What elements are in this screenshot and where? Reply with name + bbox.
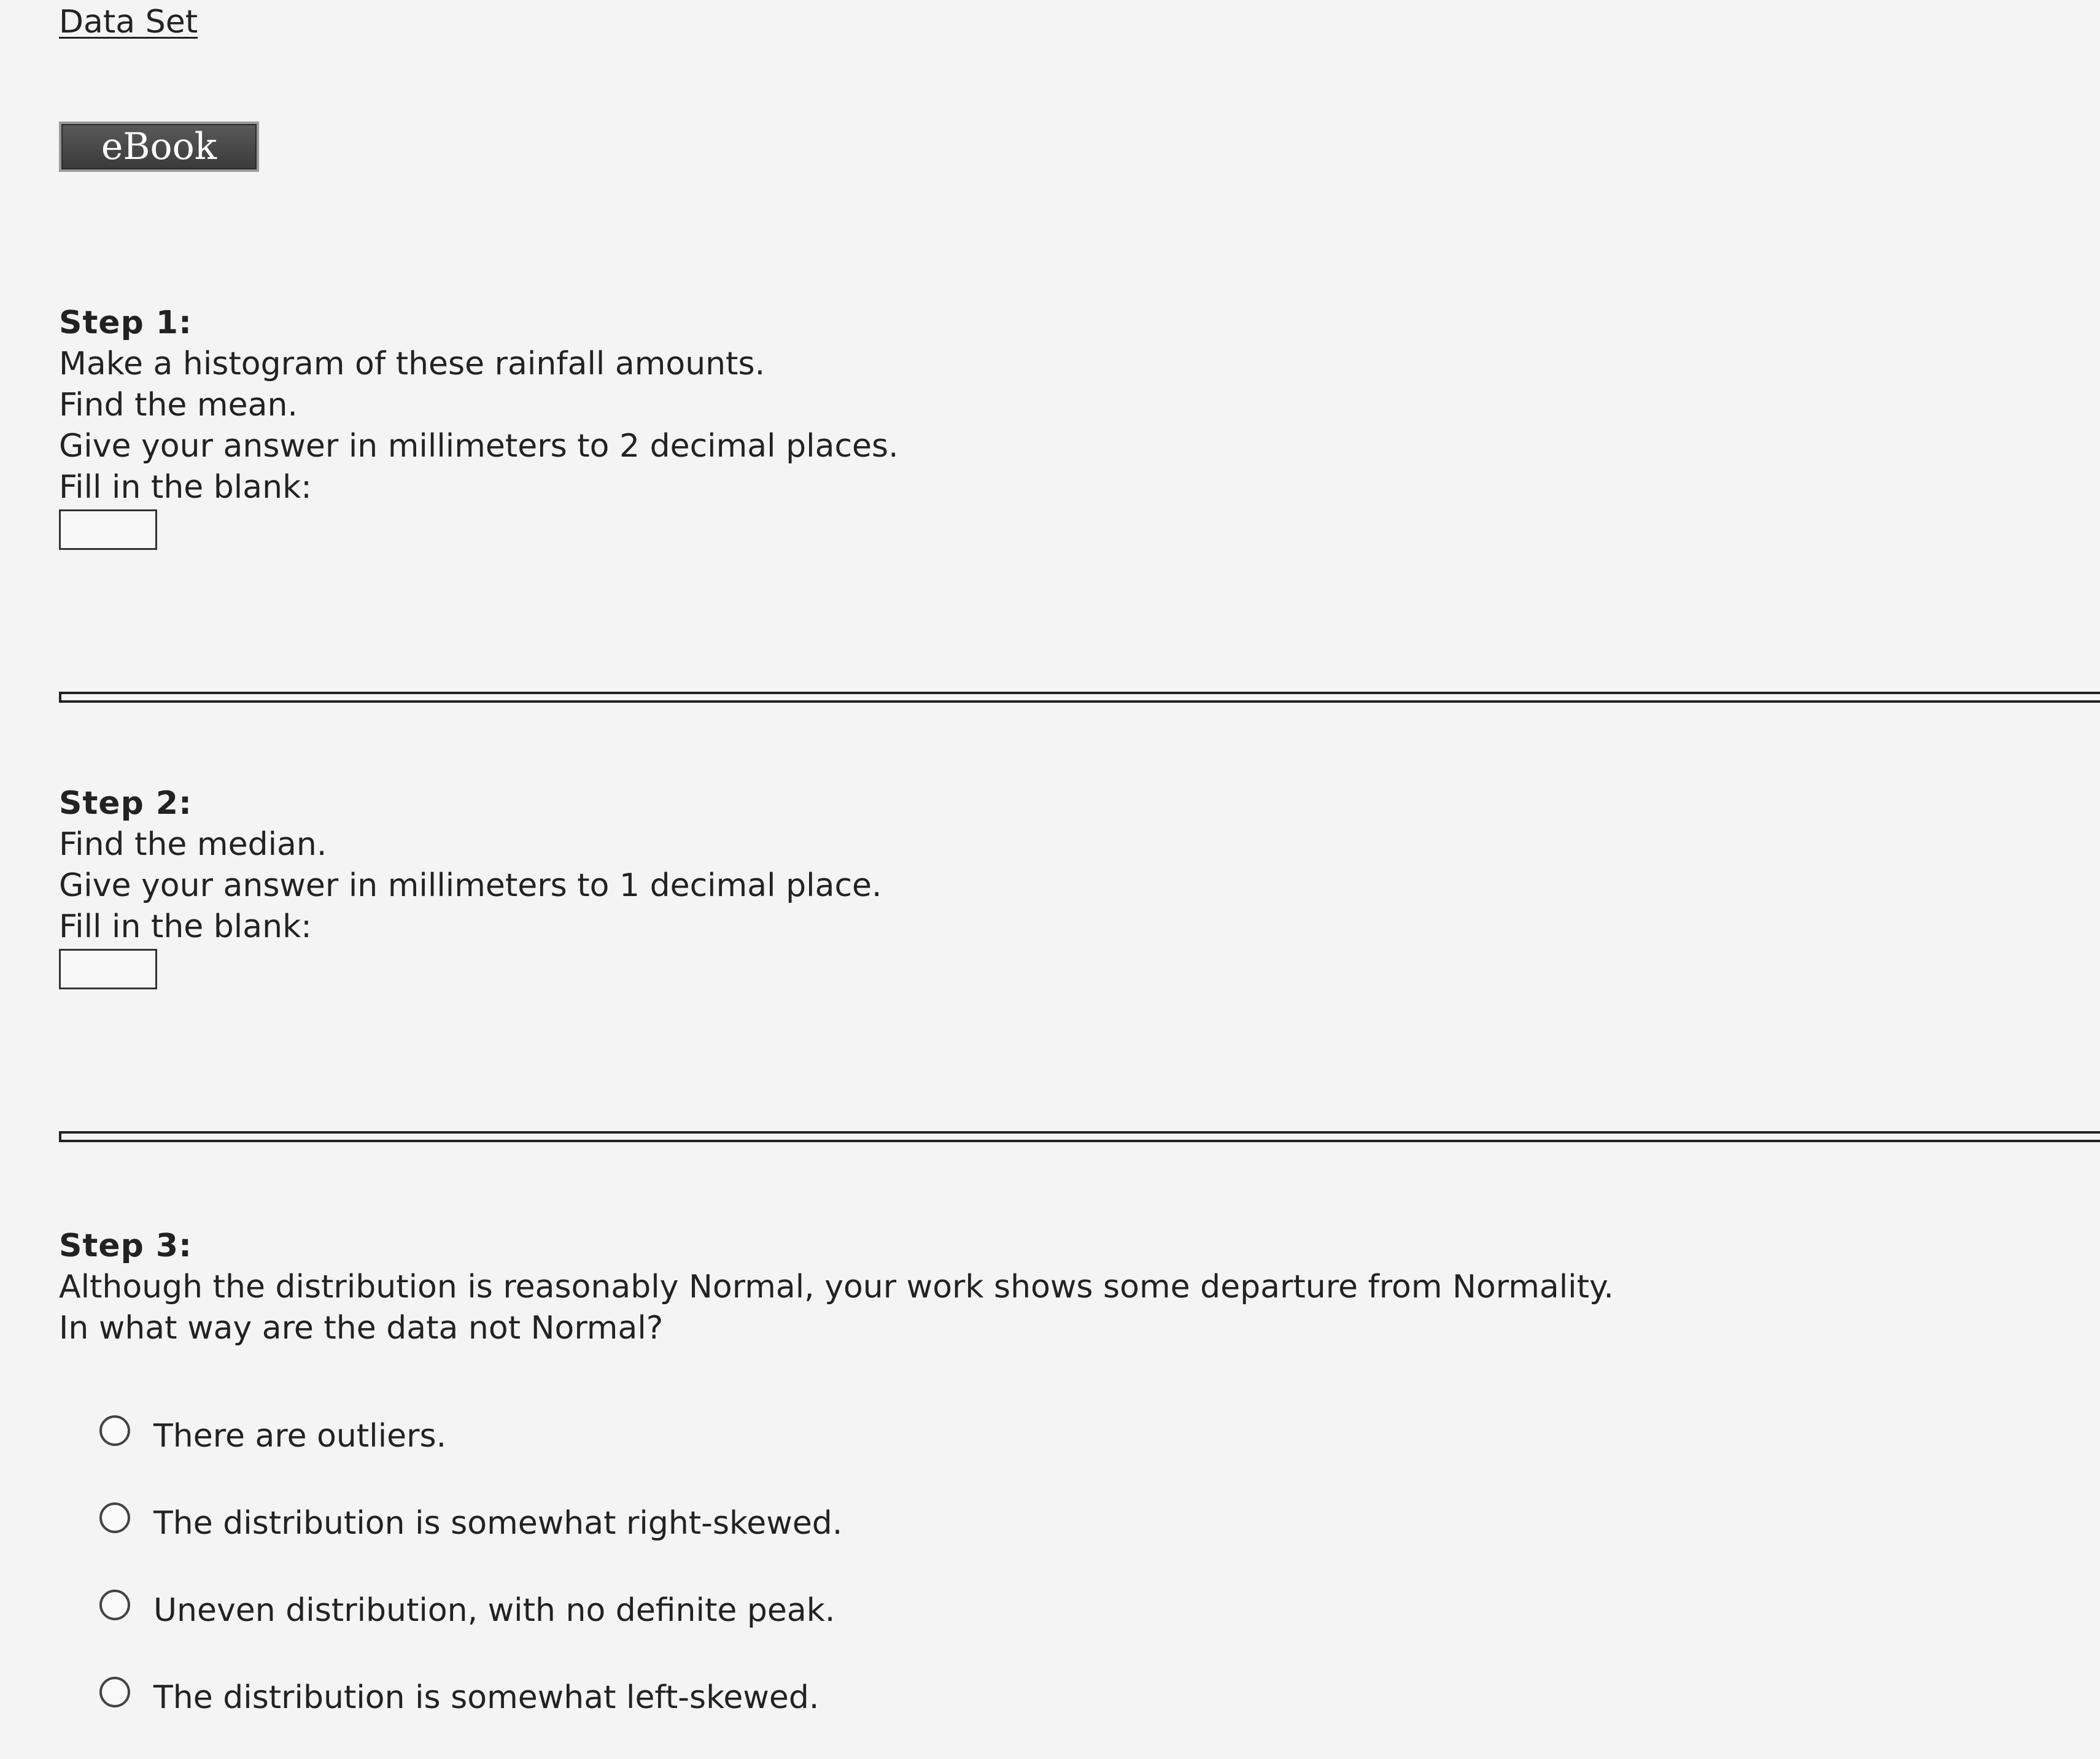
option-label[interactable]: Uneven distribution, with no definite peak.	[153, 1592, 835, 1629]
radio-button[interactable]	[99, 1677, 130, 1707]
step-2-instruction: Find the median.	[59, 826, 327, 863]
radio-button[interactable]	[99, 1502, 130, 1533]
radio-button[interactable]	[99, 1590, 130, 1620]
step-1	[59, 303, 899, 550]
step-3-question: In what way are the data not Normal?	[59, 1310, 664, 1347]
step-1-fill-label: Fill in the blank:	[59, 469, 312, 506]
step-3-instruction: Although the distribution is reasonably Normal, your work shows some departure from Normality.	[59, 1269, 1614, 1305]
median-answer-input[interactable]	[59, 949, 157, 989]
section-divider	[59, 1131, 2100, 1142]
option-label[interactable]: There are outliers.	[153, 1418, 447, 1455]
option-label[interactable]: The distribution is somewhat left-skewed.	[153, 1679, 819, 1716]
ebook-button[interactable]: eBook	[59, 122, 259, 172]
section-divider	[59, 692, 2100, 703]
step-2-title: Step 2:	[59, 785, 192, 822]
radio-button[interactable]	[99, 1415, 130, 1446]
step-1-instruction: Make a histogram of these rainfall amounts.	[59, 346, 765, 382]
step-3	[59, 1226, 1614, 1349]
mean-answer-input[interactable]	[59, 509, 157, 550]
step-2-fill-label: Fill in the blank:	[59, 908, 312, 945]
step-1-title: Step 1:	[59, 304, 192, 341]
step-2	[59, 783, 882, 989]
option-label[interactable]: The distribution is somewhat right-skewed.	[153, 1505, 843, 1542]
step-3-title: Step 3:	[59, 1227, 192, 1264]
step-1-instruction: Give your answer in millimeters to 2 decimal places.	[59, 428, 899, 465]
data-set-link[interactable]: Data Set	[59, 4, 198, 41]
step-2-instruction: Give your answer in millimeters to 1 decimal place.	[59, 867, 882, 904]
step-1-instruction: Find the mean.	[59, 387, 298, 423]
